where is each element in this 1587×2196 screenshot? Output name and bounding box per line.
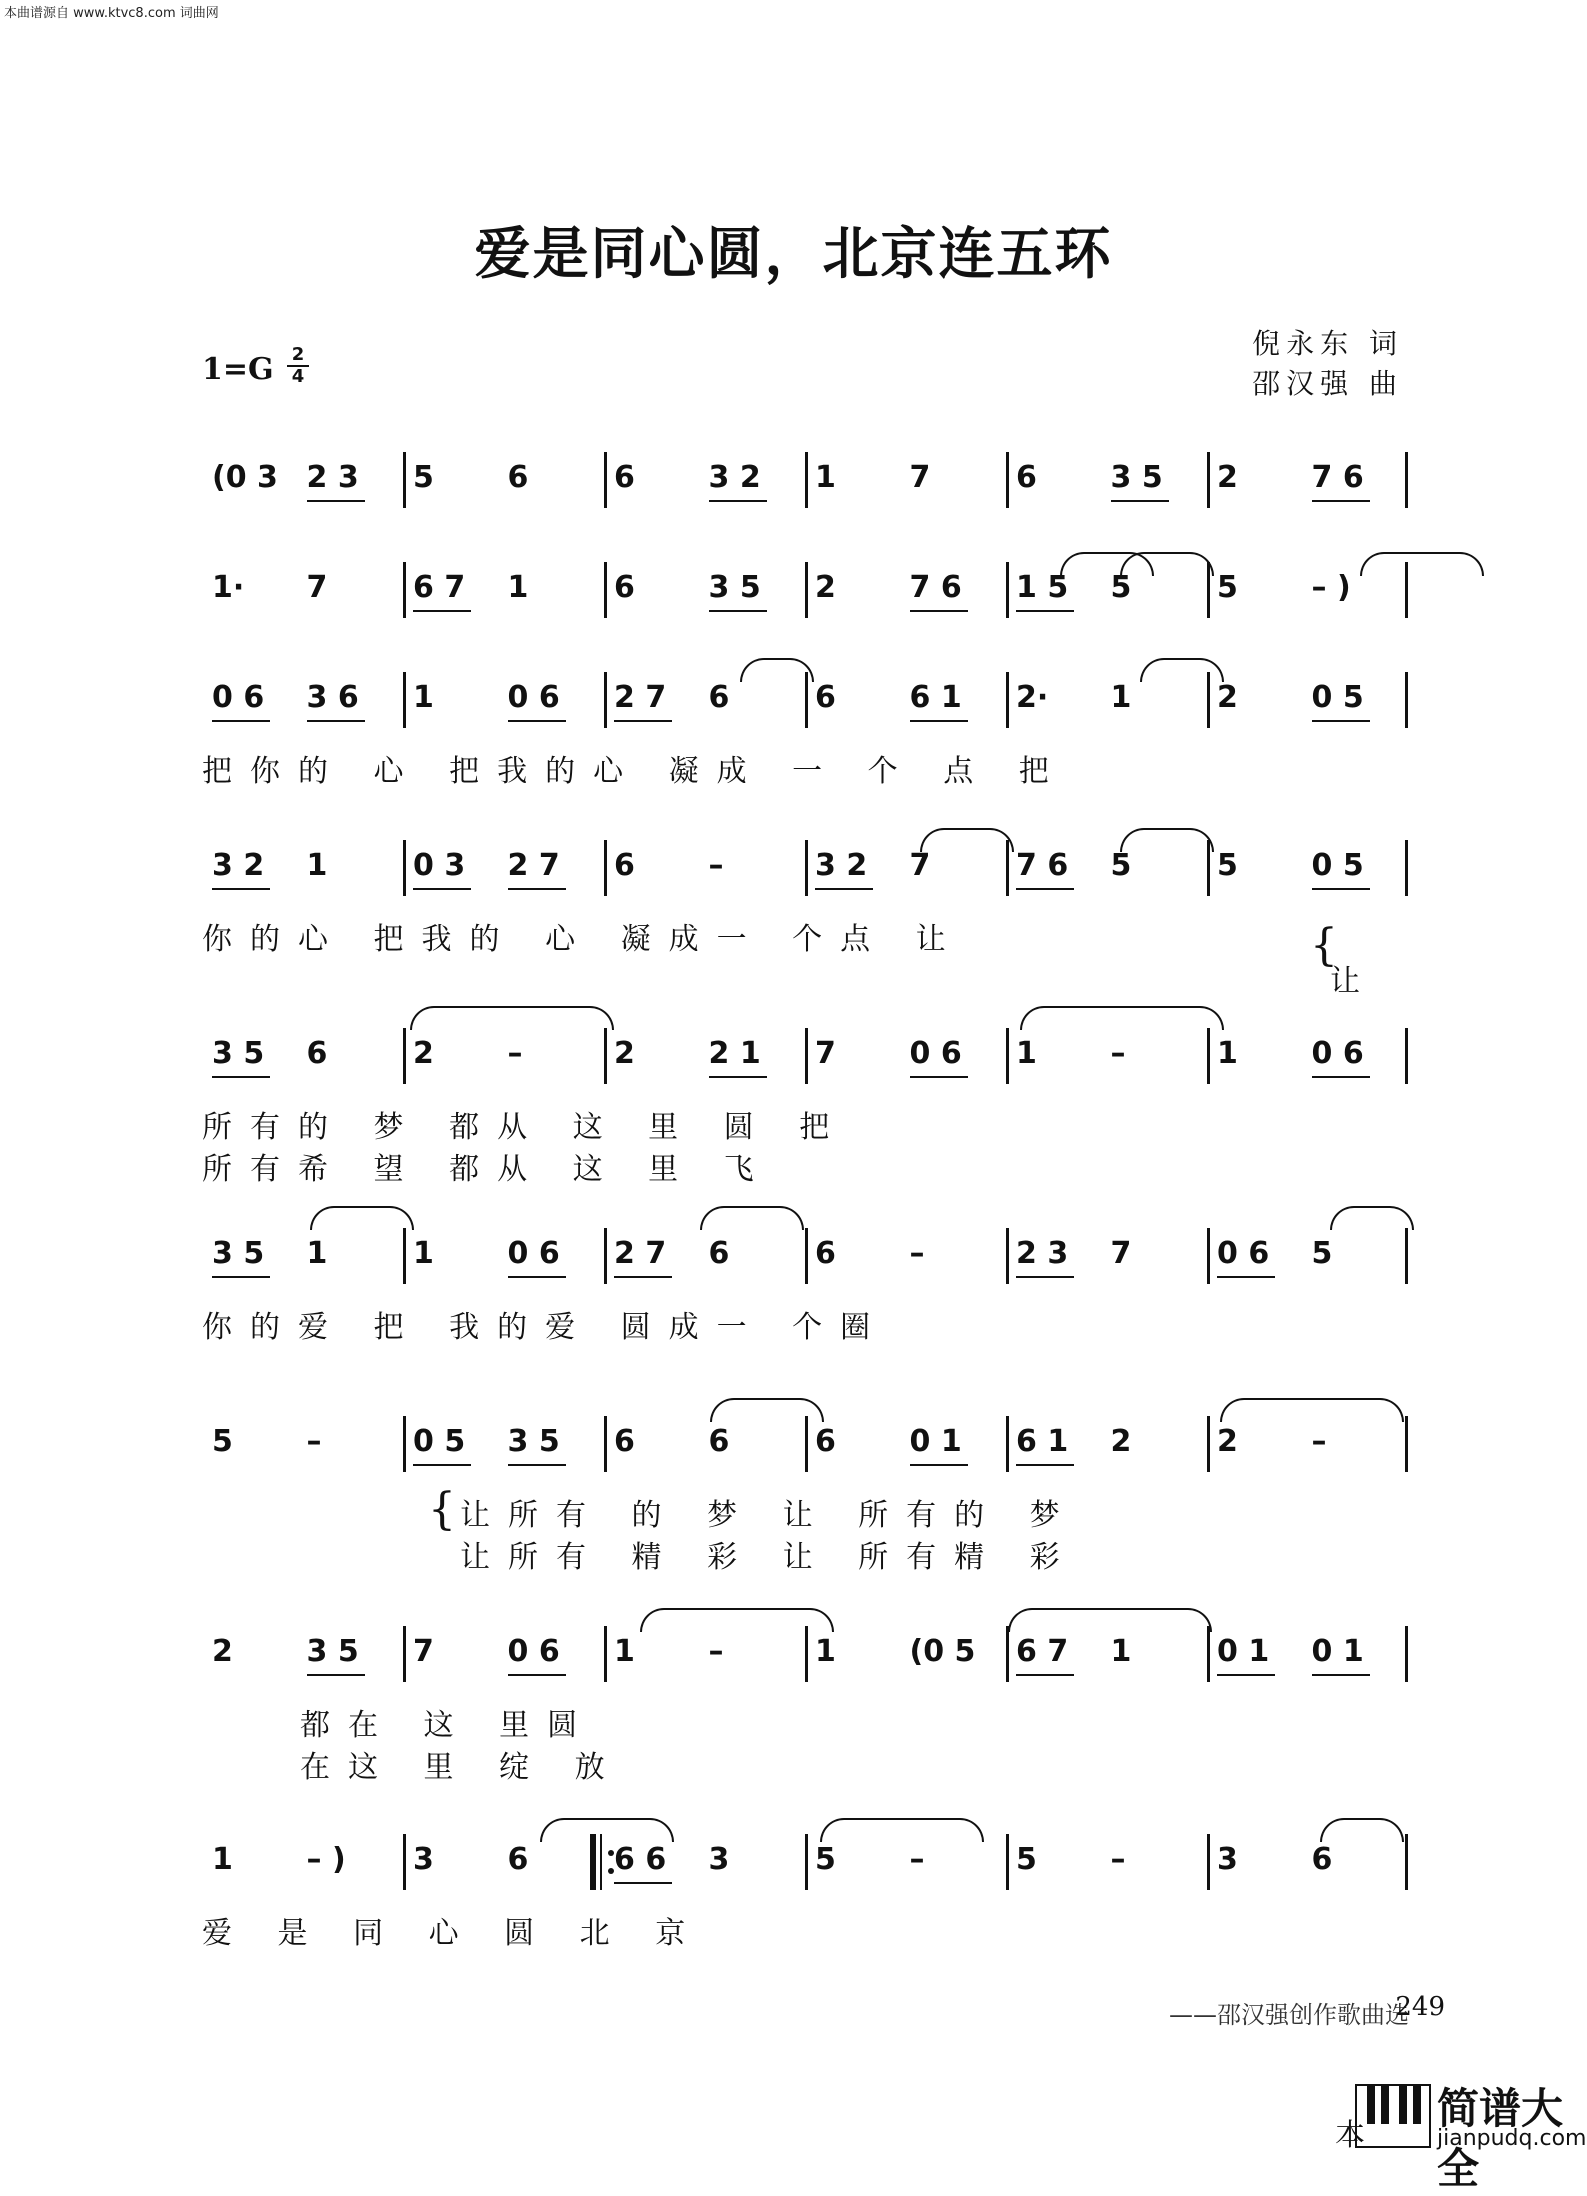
beam-underline — [709, 1076, 767, 1078]
note-group: 1 — [507, 570, 529, 605]
note-group: 7 6 — [1311, 460, 1364, 495]
note-group: – ) — [306, 1842, 346, 1877]
note-group: – — [1110, 1036, 1126, 1071]
note-group: 7 — [909, 460, 931, 495]
beam-underline — [508, 720, 566, 722]
bar-line — [1207, 1626, 1210, 1682]
note-group: 5 — [1217, 848, 1238, 883]
bar-line — [1405, 452, 1408, 508]
note-group: 6 — [614, 1424, 635, 1459]
page-number: 249 — [1395, 1992, 1445, 2022]
beam-underline — [1312, 1674, 1370, 1676]
staff-row — [202, 1424, 1408, 1474]
bar-line — [1405, 840, 1408, 896]
tie-slur — [820, 1818, 984, 1842]
note-group: 3 5 — [306, 1634, 359, 1669]
note-group: – — [306, 1424, 322, 1459]
beam-underline — [709, 500, 767, 502]
note-group: 7 — [815, 1036, 836, 1071]
lyric-line: 所有的 梦 都从 这 里 圆 把 — [202, 1110, 848, 1145]
beam-underline — [307, 720, 365, 722]
logo-fragment: 本 — [1335, 2118, 1365, 2153]
note-group: 2 — [1217, 460, 1238, 495]
bar-line — [604, 1626, 607, 1682]
bar-line — [1006, 672, 1009, 728]
note-group: 1 5 — [1016, 570, 1069, 605]
note-group: 3 6 — [306, 680, 359, 715]
bar-line — [604, 562, 607, 618]
bar-line — [1405, 1028, 1408, 1084]
note-group: (0 3 — [212, 460, 278, 495]
beam-underline — [910, 610, 968, 612]
note-group: 3 5 — [212, 1036, 265, 1071]
lyric-brace: { — [428, 1484, 456, 1535]
lyric-line: 都在 这 里圆 — [300, 1708, 596, 1743]
note-group: 2 — [1217, 1424, 1238, 1459]
note-group: 5 — [212, 1424, 233, 1459]
bar-line — [1207, 452, 1210, 508]
note-group: 0 6 — [507, 680, 560, 715]
bar-line — [1006, 1626, 1009, 1682]
bar-line — [604, 1028, 607, 1084]
beam-underline — [1312, 888, 1370, 890]
note-group: 5 — [1217, 570, 1238, 605]
note-group: 6 7 — [413, 570, 466, 605]
note-group: 2 — [1217, 680, 1238, 715]
bar-line — [805, 840, 808, 896]
note-group: 5 — [1110, 848, 1132, 883]
note-group: 7 — [1110, 1236, 1132, 1271]
note-group: 6 — [1311, 1842, 1333, 1877]
bar-line — [403, 1626, 406, 1682]
tie-slur — [640, 1608, 834, 1632]
bar-line — [403, 1834, 406, 1890]
bar-line — [1405, 672, 1408, 728]
note-group: 2 — [1110, 1424, 1132, 1459]
lyric-line: 爱 是 同 心 圆 北 京 — [202, 1916, 704, 1951]
note-group: 0 6 — [212, 680, 265, 715]
piano-keys-icon — [1355, 2084, 1431, 2148]
key-signature: 1=G — [202, 352, 274, 387]
note-group: – — [1110, 1842, 1126, 1877]
tie-slur — [710, 1398, 824, 1422]
lyric-line: 让所有 精 彩 让 所有精 彩 — [460, 1540, 1078, 1575]
bar-line — [805, 452, 808, 508]
note-group: 0 6 — [507, 1634, 560, 1669]
note-group: 6 — [306, 1036, 328, 1071]
staff-row — [202, 680, 1408, 730]
note-group: 2 1 — [708, 1036, 761, 1071]
repeat-sign — [590, 1834, 600, 1890]
note-group: 6 — [708, 1236, 730, 1271]
note-group: 0 6 — [1217, 1236, 1270, 1271]
note-group: 2 — [413, 1036, 434, 1071]
tie-slur — [1140, 658, 1224, 682]
song-title: 爱是同心圆，北京连五环 — [474, 221, 1113, 287]
beam-underline — [1016, 610, 1074, 612]
bar-line — [1207, 1834, 1210, 1890]
note-group: 3 5 — [708, 570, 761, 605]
bar-line — [403, 452, 406, 508]
tie-slur — [310, 1206, 414, 1230]
note-group: 0 5 — [413, 1424, 466, 1459]
beam-underline — [212, 1076, 270, 1078]
note-group: – — [909, 1842, 925, 1877]
beam-underline — [614, 1882, 672, 1884]
bar-line — [403, 1228, 406, 1284]
staff-row — [202, 848, 1408, 898]
note-group: 1 — [1110, 680, 1132, 715]
tie-slur — [740, 658, 814, 682]
note-group: 1 — [1016, 1036, 1037, 1071]
bar-line — [604, 672, 607, 728]
tie-slur — [1120, 552, 1214, 576]
bar-line — [403, 1028, 406, 1084]
composer-credit: 邵汉强 曲 — [1252, 367, 1403, 400]
tie-slur — [1220, 1398, 1404, 1422]
beam-underline — [1016, 1464, 1074, 1466]
note-group: 2 7 — [614, 1236, 667, 1271]
note-group: 6 — [507, 1842, 529, 1877]
staff-row — [202, 1236, 1408, 1286]
beam-underline — [1312, 500, 1370, 502]
staff-row — [202, 570, 1408, 620]
note-group: 3 5 — [1110, 460, 1163, 495]
note-group: 3 2 — [212, 848, 265, 883]
beam-underline — [1217, 1276, 1275, 1278]
beam-underline — [709, 610, 767, 612]
note-group: 7 — [413, 1634, 434, 1669]
bar-line — [1006, 1834, 1009, 1890]
bar-line — [1006, 452, 1009, 508]
lyric-brace: { — [1310, 920, 1338, 971]
note-group: 2· — [1016, 680, 1049, 715]
bar-line — [1405, 1834, 1408, 1890]
tie-slur — [700, 1206, 804, 1230]
bar-line — [1405, 1228, 1408, 1284]
note-group: 3 — [1217, 1842, 1238, 1877]
time-signature — [285, 346, 311, 386]
tie-slur — [1330, 1206, 1414, 1230]
note-group: 7 — [306, 570, 328, 605]
note-group: 0 3 — [413, 848, 466, 883]
note-group: 5 — [1016, 1842, 1037, 1877]
note-group: 6 7 — [1016, 1634, 1069, 1669]
note-group: 6 — [614, 848, 635, 883]
tie-slur — [920, 828, 1014, 852]
note-group: 2 7 — [507, 848, 560, 883]
note-group: – — [708, 848, 724, 883]
bar-line — [805, 1028, 808, 1084]
note-group: 1 — [413, 1236, 434, 1271]
beam-underline — [413, 888, 471, 890]
beam-underline — [212, 888, 270, 890]
logo-brand: 简谱大全 — [1437, 2084, 1564, 2193]
note-group: 5 — [1110, 570, 1132, 605]
bar-line — [604, 1228, 607, 1284]
tie-slur — [1120, 828, 1214, 852]
lyric-line: 你的爱 把 我的爱 圆成一 个圈 — [202, 1310, 889, 1345]
note-group: 0 1 — [1217, 1634, 1270, 1669]
note-group: 2 3 — [306, 460, 359, 495]
note-group: 1 — [1110, 1634, 1132, 1669]
note-group: (0 5 — [909, 1634, 976, 1669]
bar-line — [805, 1626, 808, 1682]
note-group: 3 — [413, 1842, 434, 1877]
lyric-line: 让 — [1330, 964, 1378, 999]
note-group: 1 — [815, 460, 836, 495]
beam-underline — [815, 888, 873, 890]
bar-line — [1207, 1028, 1210, 1084]
bar-line — [604, 452, 607, 508]
bar-line — [805, 562, 808, 618]
beam-underline — [1312, 1076, 1370, 1078]
staff-row — [202, 1036, 1408, 1086]
bar-line — [1006, 1228, 1009, 1284]
bar-line — [403, 562, 406, 618]
note-group: 6 — [708, 680, 730, 715]
note-group: 1 — [614, 1634, 635, 1669]
tie-slur — [410, 1006, 614, 1030]
lyric-line: 在这 里 绽 放 — [300, 1750, 623, 1785]
note-group: 6 — [815, 1236, 836, 1271]
note-group: 2 3 — [1016, 1236, 1069, 1271]
bar-line — [805, 1834, 808, 1890]
beam-underline — [508, 1464, 566, 1466]
bar-line — [1006, 1028, 1009, 1084]
meter-bottom: 4 — [291, 366, 305, 387]
note-group: 6 — [708, 1424, 730, 1459]
note-group: 7 6 — [1016, 848, 1069, 883]
beam-underline — [910, 1464, 968, 1466]
note-group: 1 — [1217, 1036, 1238, 1071]
staff-row — [202, 460, 1408, 510]
bar-line — [1006, 562, 1009, 618]
beam-underline — [614, 720, 672, 722]
beam-underline — [307, 1674, 365, 1676]
note-group: 5 — [1311, 1236, 1333, 1271]
note-group: 1 — [306, 848, 328, 883]
note-group: 2 7 — [614, 680, 667, 715]
lyricist-credit: 倪永东 词 — [1252, 327, 1403, 360]
note-group: 0 5 — [1311, 848, 1364, 883]
bar-line — [604, 840, 607, 896]
note-group: 2 — [614, 1036, 635, 1071]
lyric-line: 所有希 望 都从 这 里 飞 — [202, 1152, 772, 1187]
note-group: 7 — [909, 848, 931, 883]
note-group: 6 1 — [1016, 1424, 1069, 1459]
note-group: 1· — [212, 570, 245, 605]
bar-line — [805, 1416, 808, 1472]
note-group: 1 — [815, 1634, 836, 1669]
note-group: 6 — [815, 680, 836, 715]
note-group: – — [1311, 1424, 1327, 1459]
tie-slur — [1008, 1608, 1212, 1632]
logo-domain: jianpudq.com — [1437, 2126, 1587, 2151]
note-group: 0 1 — [1311, 1634, 1364, 1669]
note-group: 6 — [1016, 460, 1037, 495]
note-group: 6 — [815, 1424, 836, 1459]
source-note: 本曲谱源自 www.ktvc8.com 词曲网 — [4, 6, 219, 21]
bar-line — [604, 1416, 607, 1472]
beam-underline — [508, 1276, 566, 1278]
note-group: 1 — [212, 1842, 233, 1877]
beam-underline — [212, 1276, 270, 1278]
note-group: 3 5 — [507, 1424, 560, 1459]
staff-row — [202, 1634, 1408, 1684]
note-group: 0 6 — [507, 1236, 560, 1271]
beam-underline — [508, 1674, 566, 1676]
note-group: – — [708, 1634, 724, 1669]
note-group: 0 5 — [1311, 680, 1364, 715]
staff-row — [202, 1842, 1408, 1892]
bar-line — [403, 840, 406, 896]
lyric-line: 把你的 心 把我的心 凝成 一 个 点 把 — [202, 754, 1067, 789]
note-group: 1 — [413, 680, 434, 715]
note-group: 3 2 — [708, 460, 761, 495]
beam-underline — [1217, 1674, 1275, 1676]
note-group: 1 — [306, 1236, 328, 1271]
beam-underline — [614, 1276, 672, 1278]
bar-line — [1405, 1416, 1408, 1472]
note-group: 7 6 — [909, 570, 962, 605]
beam-underline — [212, 720, 270, 722]
bar-line — [1207, 1228, 1210, 1284]
meter-top: 2 — [291, 344, 305, 365]
note-group: – — [507, 1036, 523, 1071]
beam-underline — [307, 500, 365, 502]
note-group: 6 1 — [909, 680, 962, 715]
note-group: 6 — [614, 460, 635, 495]
beam-underline — [413, 610, 471, 612]
beam-underline — [1016, 1674, 1074, 1676]
note-group: 6 6 — [614, 1842, 667, 1877]
note-group: 6 — [507, 460, 529, 495]
bar-line — [805, 1228, 808, 1284]
beam-underline — [910, 720, 968, 722]
bar-line — [403, 672, 406, 728]
lyric-line: 让所有 的 梦 让 所有的 梦 — [460, 1498, 1078, 1533]
collection-name: ——邵汉强创作歌曲选 — [1169, 2001, 1409, 2029]
bar-line — [1006, 1416, 1009, 1472]
beam-underline — [910, 1076, 968, 1078]
note-group: 3 — [708, 1842, 730, 1877]
note-group: 2 — [815, 570, 836, 605]
note-group: 6 — [614, 570, 635, 605]
note-group: 5 — [815, 1842, 836, 1877]
bar-line — [403, 1416, 406, 1472]
tie-slur — [1360, 552, 1484, 576]
beam-underline — [413, 1464, 471, 1466]
tie-slur — [540, 1818, 674, 1842]
beam-underline — [1016, 888, 1074, 890]
note-group: – ) — [1311, 570, 1351, 605]
note-group: 0 6 — [909, 1036, 962, 1071]
bar-line — [1405, 1626, 1408, 1682]
note-group: 3 5 — [212, 1236, 265, 1271]
note-group: 2 — [212, 1634, 233, 1669]
bar-line — [1207, 1416, 1210, 1472]
site-logo — [1335, 2076, 1587, 2193]
note-group: – — [909, 1236, 925, 1271]
tie-slur — [1320, 1818, 1404, 1842]
beam-underline — [1016, 1276, 1074, 1278]
note-group: 5 — [413, 460, 434, 495]
note-group: 3 2 — [815, 848, 868, 883]
beam-underline — [1312, 720, 1370, 722]
lyric-line: 你的心 把我的 心 凝成一 个点 让 — [202, 922, 964, 957]
beam-underline — [1111, 500, 1169, 502]
note-group: 0 6 — [1311, 1036, 1364, 1071]
beam-underline — [508, 888, 566, 890]
tie-slur — [1020, 1006, 1224, 1030]
note-group: 0 1 — [909, 1424, 962, 1459]
